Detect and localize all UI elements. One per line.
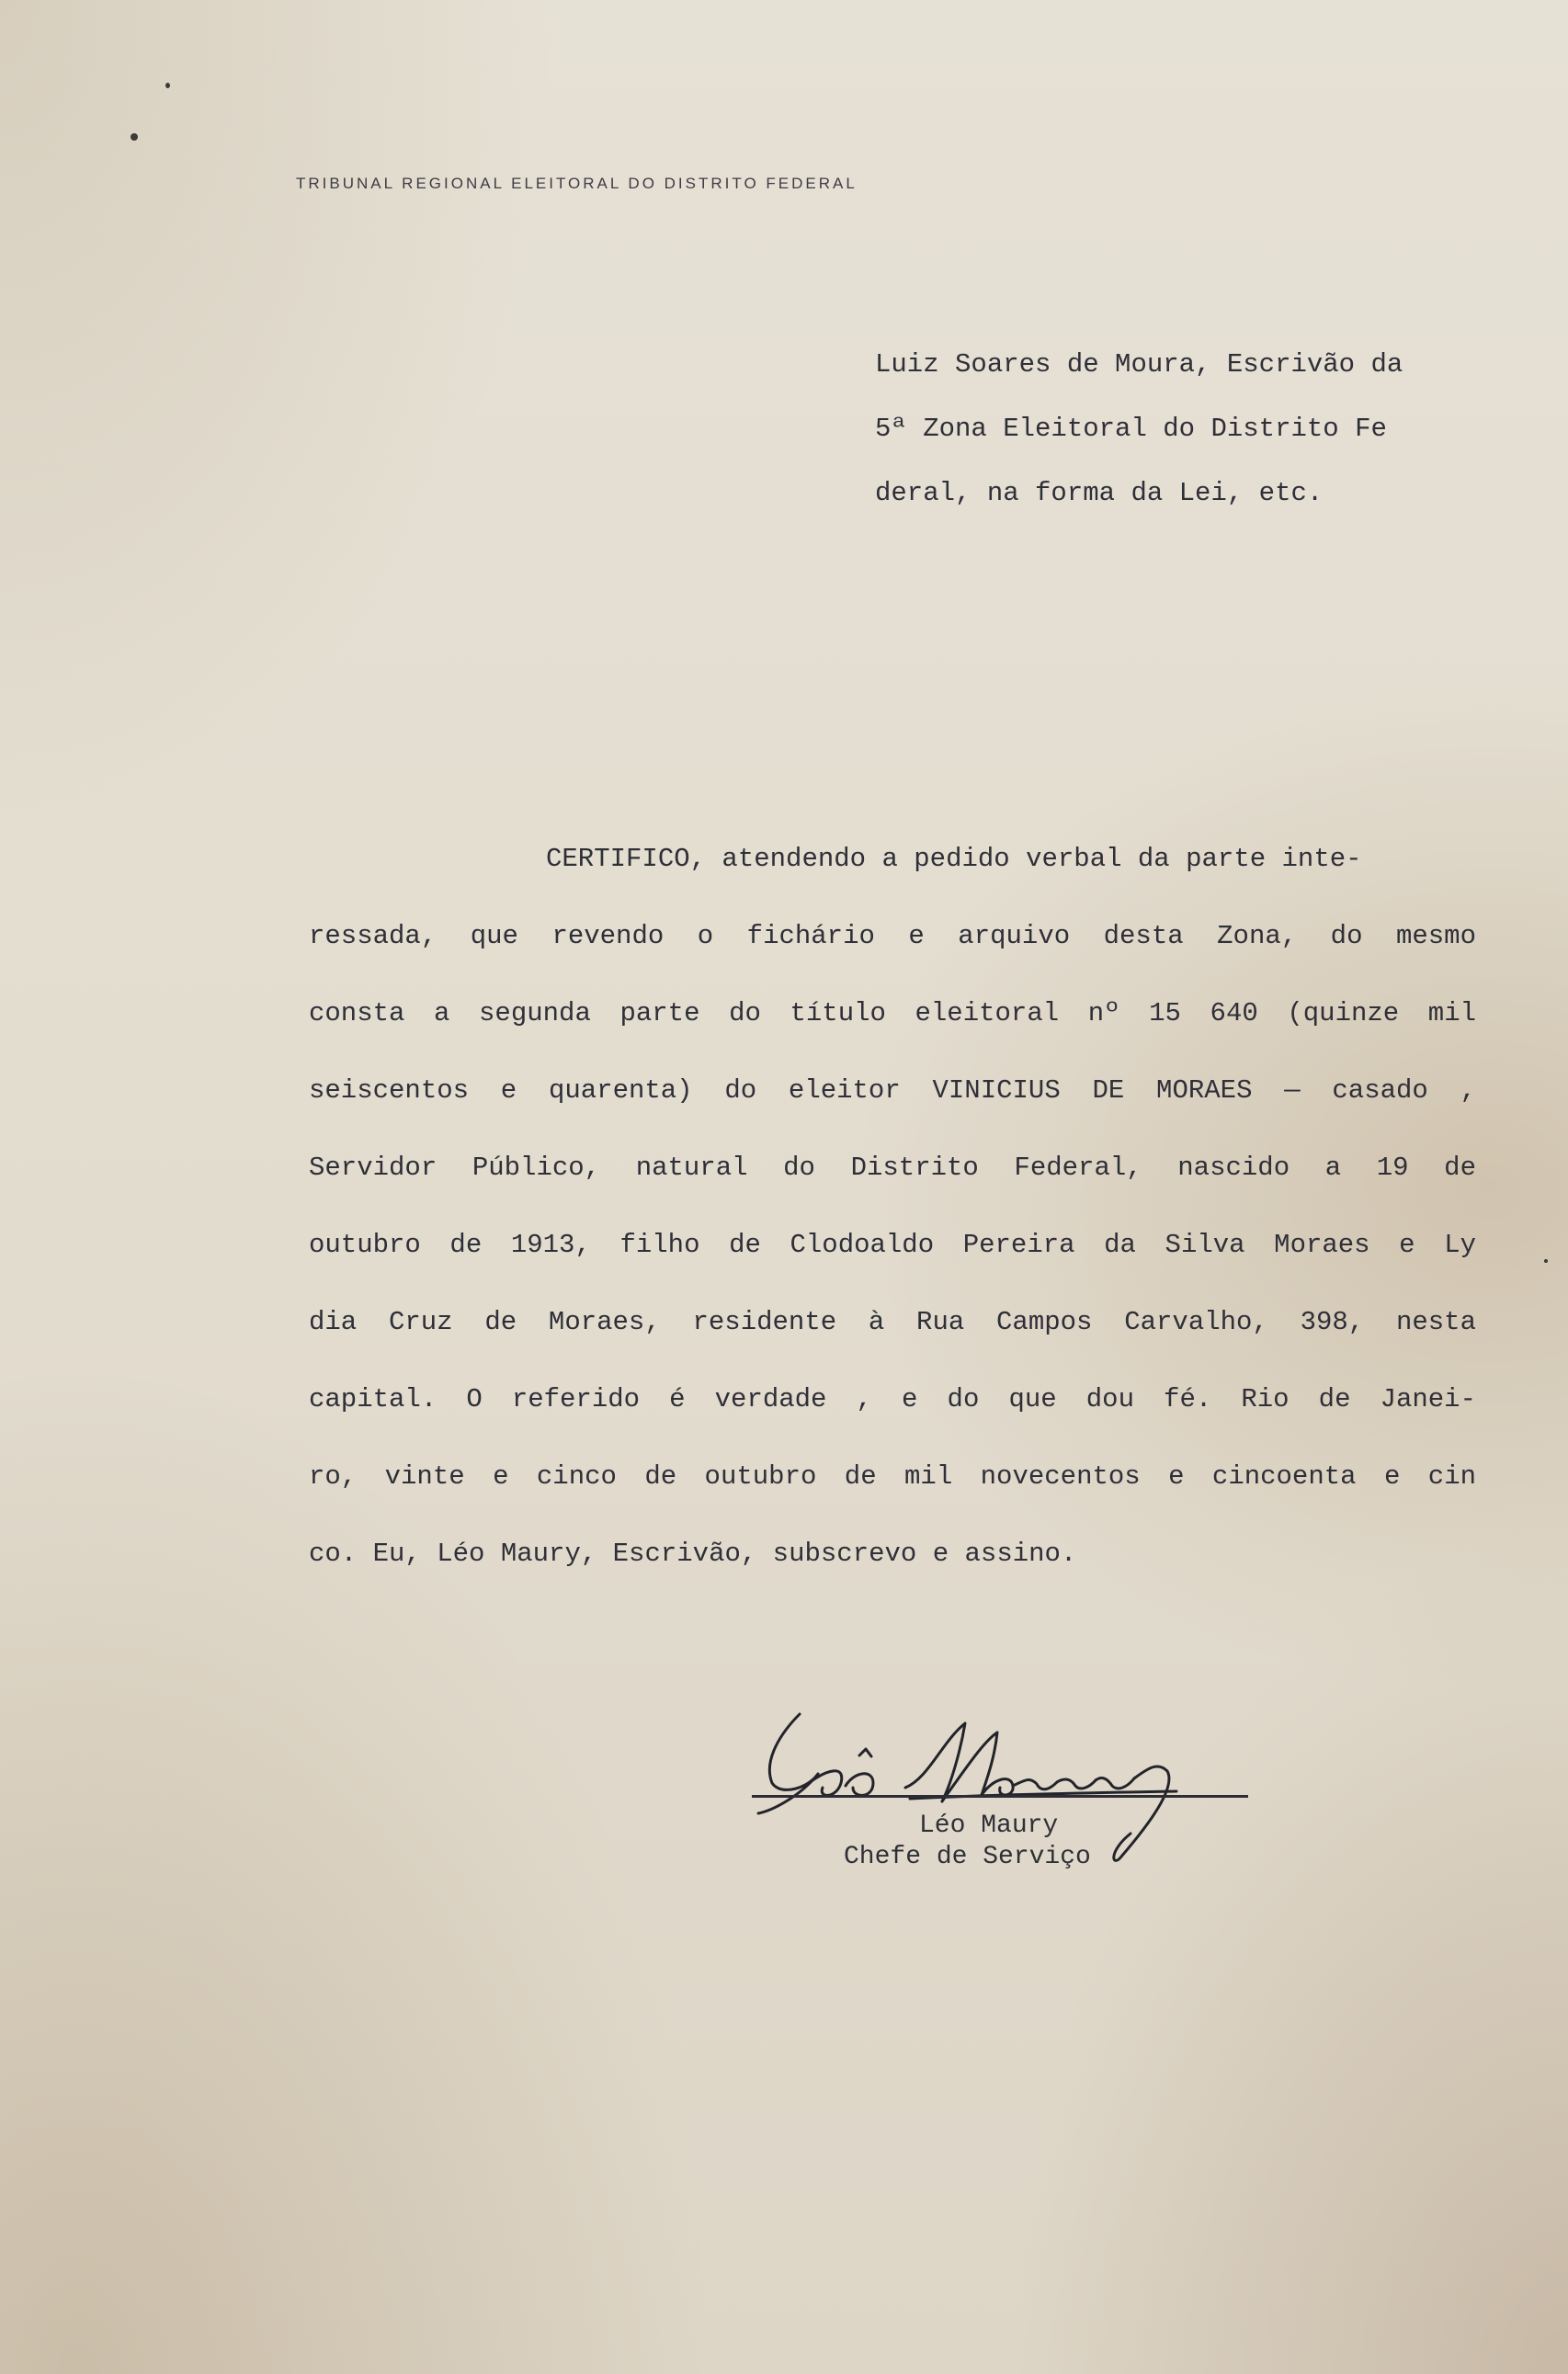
body-line-6: outubro de 1913, filho de Clodoaldo Pereira da Silva Moraes e Ly <box>309 1230 1476 1260</box>
ink-speck <box>1544 1259 1548 1263</box>
body-line-5: Servidor Público, natural do Distrito Federal, nascido a 19 de <box>309 1153 1476 1183</box>
body-line-7: dia Cruz de Moraes, residente à Rua Campos Carvalho, 398, nesta <box>309 1307 1476 1337</box>
letterhead: TRIBUNAL REGIONAL ELEITORAL DO DISTRITO FEDERAL <box>296 175 858 192</box>
heading-line-2: 5ª Zona Eleitoral do Distrito Fe <box>875 414 1387 444</box>
signature-line <box>752 1795 1248 1798</box>
heading-line-3: deral, na forma da Lei, etc. <box>875 478 1324 508</box>
ink-speck <box>165 83 170 88</box>
body-line-4: seiscentos e quarenta) do eleitor VINICIUS DE MORAES — casado , <box>309 1075 1476 1106</box>
body-line-1: CERTIFICO, atendendo a pedido verbal da parte inte- <box>546 844 1362 874</box>
heading-line-1: Luiz Soares de Moura, Escrivão da <box>875 349 1403 380</box>
body-line-3: consta a segunda parte do título eleitoral nº 15 640 (quinze mil <box>309 998 1476 1028</box>
body-line-8: capital. O referido é verdade , e do que dou fé. Rio de Janei- <box>309 1384 1476 1414</box>
signatory-name: Léo Maury <box>919 1812 1059 1840</box>
body-line-9: ro, vinte e cinco de outubro de mil novecentos e cincoenta e cin <box>309 1461 1476 1492</box>
body-line-2: ressada, que revendo o fichário e arquivo desta Zona, do mesmo <box>309 921 1476 951</box>
signatory-role: Chefe de Serviço <box>844 1843 1091 1871</box>
ink-speck <box>131 133 138 141</box>
body-line-10: co. Eu, Léo Maury, Escrivão, subscrevo e assino. <box>309 1539 1077 1569</box>
